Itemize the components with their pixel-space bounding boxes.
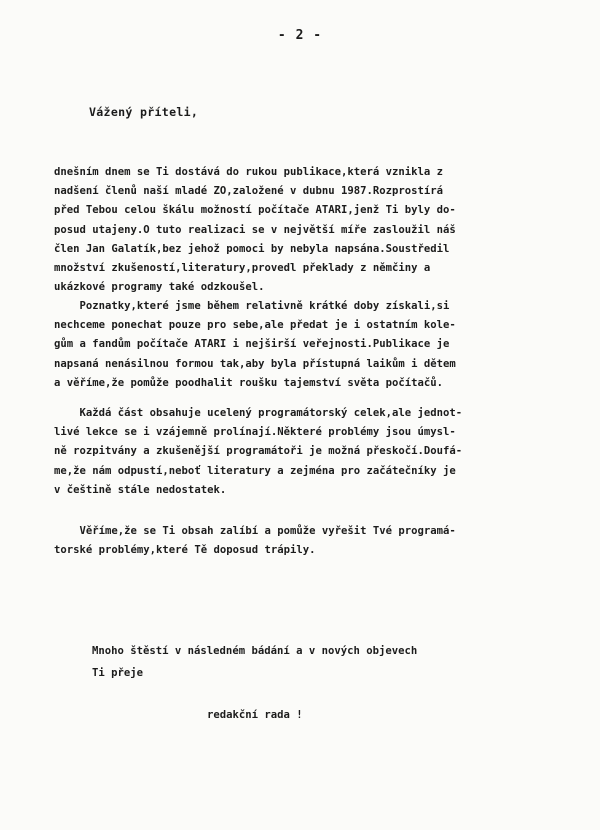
paragraph-line: člen Jan Galatík,bez jehož pomoci by nebyla napsána.Soustředil <box>54 242 450 255</box>
closing <box>92 640 417 684</box>
paragraph-line: gům a fandům počítače ATARI i nejširší veřejnosti.Publikace je <box>54 338 450 351</box>
paragraph-line: nadšení členů naší mladé ZO,založené v dubnu 1987.Rozprostírá <box>54 185 444 198</box>
paragraph-line: Poznatky,které jsme během relativně krátké doby získali,si <box>54 300 450 312</box>
paragraph-wish <box>54 522 524 560</box>
paragraph-parts <box>54 404 524 500</box>
paragraph-line: Věříme,že se Ti obsah zalíbí a pomůže vyřešit Tvé programá- <box>54 525 456 537</box>
paragraph-intro <box>54 163 524 297</box>
paragraph-line: množství zkušeností,literatury,provedl překlady z němčiny a <box>54 262 431 275</box>
paragraph-line: posud utajeny.O tuto realizaci se v největší míře zasloužil náš <box>54 223 456 236</box>
closing-line: Mnoho štěstí v následném bádání a v nových objevech <box>92 645 418 657</box>
paragraph-line: ukázkové programy také odzkoušel. <box>54 281 265 294</box>
greeting: Vážený příteli, <box>89 105 199 119</box>
closing-line: Ti přeje <box>92 667 144 679</box>
paragraph-line: dnešním dnem se Ti dostává do rukou publikace,která vznikla z <box>54 166 444 178</box>
paragraph-line: me,že nám odpustí,neboť literatury a zejména pro začátečníky je <box>54 464 456 477</box>
signature: redakční rada ! <box>207 709 303 721</box>
paragraph-line: livé lekce se i vzájemně prolínají.Některé problémy jsou úmysl- <box>54 426 456 439</box>
paragraph-knowledge <box>54 297 524 393</box>
paragraph-line: ně rozpitvány a zkušenější programátoři je možná přeskočí.Doufá- <box>54 445 463 458</box>
paragraph-line: torské problémy,které Tě doposud trápily. <box>54 544 316 557</box>
paragraph-line: nechceme ponechat pouze pro sebe,ale předat je i ostatním kole- <box>54 319 456 332</box>
paragraph-line: napsaná nenásilnou formou tak,aby byla přístupná laikům i dětem <box>54 357 456 370</box>
paragraph-line: před Tebou celou škálu možností počítače ATARI,jenž Ti byly do- <box>54 204 456 217</box>
paragraph-line: a věříme,že pomůže poodhalit roušku tajemství světa počítačů. <box>54 376 444 389</box>
paragraph-line: v češtině stále nedostatek. <box>54 483 227 496</box>
page-number: - 2 - <box>277 28 323 43</box>
paragraph-line: Každá část obsahuje ucelený programátorský celek,ale jednot- <box>54 407 463 419</box>
